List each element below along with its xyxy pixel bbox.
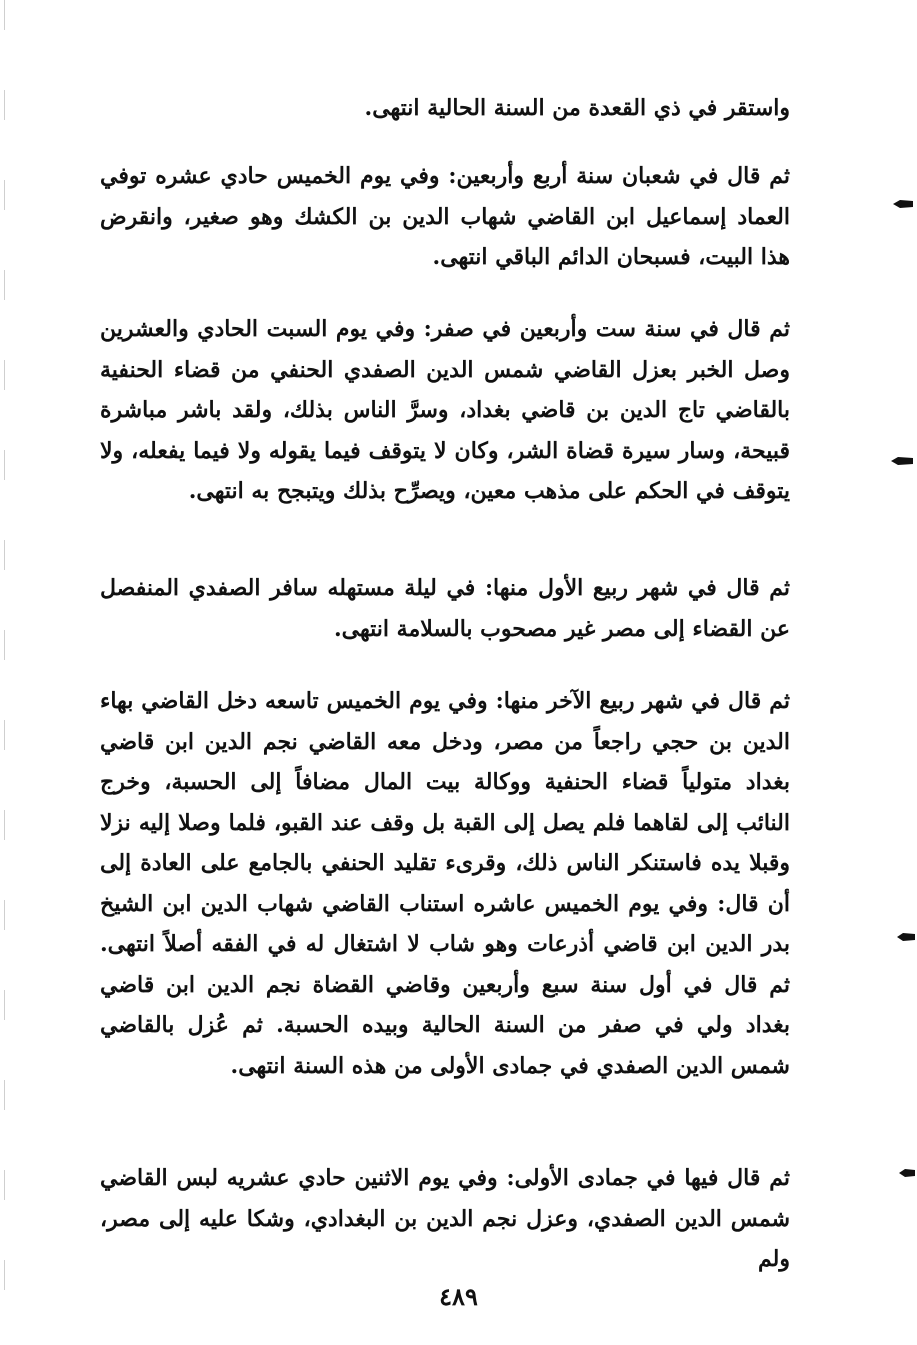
page-number: ٤٨٩ <box>439 1282 478 1311</box>
scan-edge-line <box>4 0 5 1345</box>
paragraph-3: ثم قال في سنة ست وأربعين في صفر: وفي يوم السبت الحادي والعشرين وصل الخبر بعزل القاضي شمس الدين الصفدي الحنفي من قضاء الحنفية بالقاضي تاج الدين بن قاضي بغداد، وسرَّ الناس بذلك، ولقد باشر مباشرة قبيحة، وسار سيرة قضاة الشر، وكان لا يتوقف فيما يقوله ولا فيما يفعله، ولا يتوقف في الحكم على مذهب معين، ويصرِّح بذلك ويتبجح به انتهى. <box>100 316 790 504</box>
margin-arrow-mark-icon <box>891 456 911 466</box>
paragraph-6: ثم قال فيها في جمادى الأولى: وفي يوم الاثنين حادي عشريه لبس القاضي شمس الدين الصفدي، وعزل نجم الدين بن البغدادي، وشكا عليه إلى مصر، ولم <box>100 1165 790 1272</box>
paragraph-1: واستقر في ذي القعدة من السنة الحالية انتهى. <box>364 95 790 121</box>
paragraph-2: ثم قال في شعبان سنة أربع وأربعين: وفي يوم الخميس حادي عشره توفي العماد إسماعيل ابن القاضي شهاب الدين بن الكشك وهو صغير، وانقرض هذا البيت، فسبحان الدائم الباقي انتهى. <box>100 163 790 270</box>
margin-arrow-mark-icon <box>893 199 913 209</box>
paragraph-5: ثم قال في شهر ربيع الآخر منها: وفي يوم الخميس تاسعه دخل القاضي بهاء الدين بن حجي راجعاً من مصر، ودخل معه القاضي نجم الدين ابن قاضي بغداد متولياً قضاء الحنفية ووكالة بيت المال مضافاً إلى الحسبة، وخرج النائب إلى لقاهما فلم يصل إلى القبة بل وقف عند القبو، فلما وصلا إليه نزلا وقبلا يده فاستنكر الناس ذلك، وقرىء تقليد الحنفي بالجامع على العادة إلى أن قال: وفي يوم الخميس عاشره استناب القاضي شهاب الدين ابن الشيخ بدر الدين ابن قاضي أذرعات وهو شاب لا اشتغال له في الفقه أصلاً انتهى. ثم قال في أول سنة سبع وأربعين وقاضي القضاة نجم الدين ابن قاضي بغداد ولي في صفر من السنة الحالية وبيده الحسبة. ثم عُزل بالقاضي شمس الدين الصفدي في جمادى الأولى من هذه السنة انتهى. <box>100 688 790 1079</box>
margin-arrow-mark-icon <box>897 932 917 942</box>
paragraph-4: ثم قال في شهر ربيع الأول منها: في ليلة مستهله سافر الصفدي المنفصل عن القضاء إلى مصر غير مصحوب بالسلامة انتهى. <box>100 575 790 642</box>
margin-arrow-mark-icon <box>899 1168 917 1178</box>
